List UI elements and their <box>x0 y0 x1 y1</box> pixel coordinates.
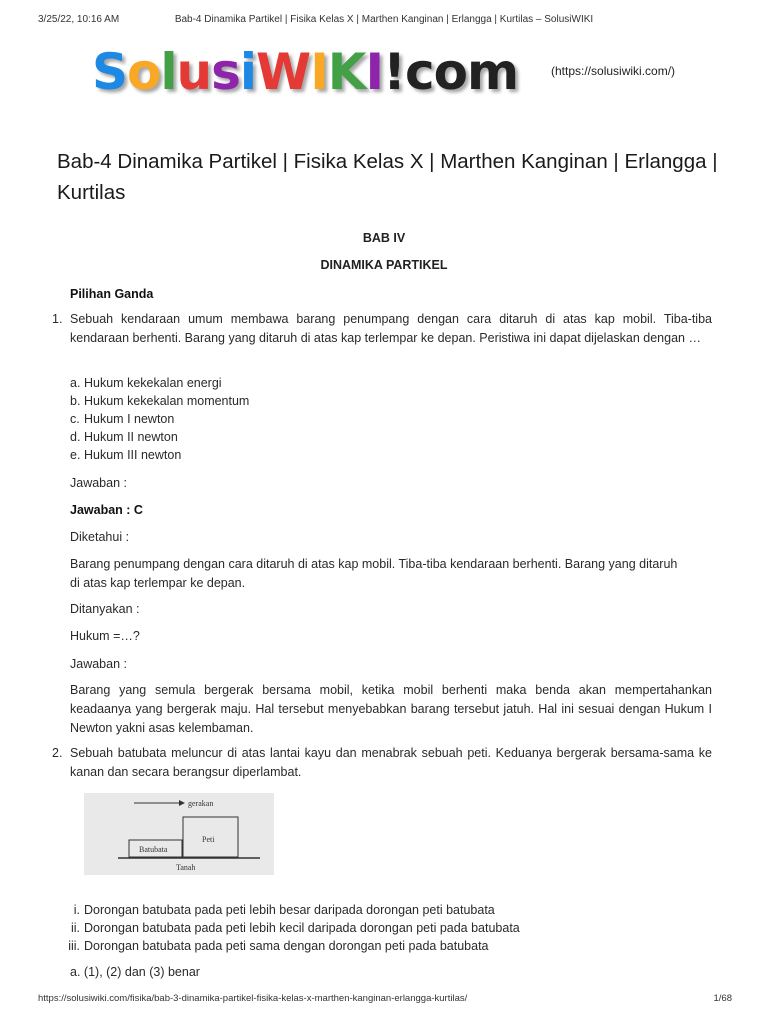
option-text: Hukum kekekalan energi <box>84 376 222 390</box>
logo-letter: I <box>310 43 328 101</box>
answer-option[interactable] <box>70 392 470 410</box>
option-mark: d. <box>70 430 81 444</box>
ditanyakan-label: Ditanyakan : <box>70 602 140 616</box>
brick-label: Batubata <box>139 845 168 854</box>
option-mark: a. <box>70 376 81 390</box>
answer-option[interactable] <box>70 374 470 392</box>
statement-text: Dorongan batubata pada peti sama dengan dorongan peti pada batubata <box>84 939 489 953</box>
answer-option[interactable] <box>70 428 470 446</box>
site-logo[interactable] <box>92 42 518 102</box>
diketahui-text: Barang penumpang dengan cara ditaruh di atas kap mobil. Tiba-tiba kendaraan berhenti. Barang yang ditaruh di atas kap terlempar ke depan. <box>70 557 678 590</box>
print-page-number: 1/68 <box>713 993 732 1004</box>
chapter-title: DINAMIKA PARTIKEL <box>320 258 448 272</box>
section-heading: Pilihan Ganda <box>70 287 154 301</box>
jawaban-label: Jawaban : <box>70 476 127 490</box>
question-number: 2. <box>52 746 63 760</box>
arrow-head <box>179 800 185 806</box>
statement-mark: ii. <box>70 921 80 935</box>
option-text: Hukum I newton <box>84 412 175 426</box>
option-text: (1), (2) dan (3) benar <box>83 965 200 979</box>
logo-letter: c <box>404 43 434 101</box>
statement-mark: iii. <box>68 939 80 953</box>
statement-text: Dorongan batubata pada peti lebih kecil daripada dorongan peti pada batubata <box>84 921 520 935</box>
article-title: Bab-4 Dinamika Partikel | Fisika Kelas X | Marthen Kanginan | Erlangga | Kurtilas <box>57 150 718 204</box>
answer-option[interactable] <box>70 446 470 464</box>
arrow-label: gerakan <box>188 799 214 808</box>
option-a[interactable] <box>70 963 200 981</box>
diketahui-label: Diketahui : <box>70 530 130 544</box>
figure-drawing <box>84 793 274 875</box>
option-mark: a. <box>70 965 81 979</box>
logo-letter: u <box>176 43 212 101</box>
question-number: 1. <box>52 312 63 326</box>
logo-letter: W <box>256 43 311 101</box>
logo-letter: m <box>466 43 519 101</box>
logo-letter: S <box>92 43 128 101</box>
answer-key: Jawaban : C <box>70 503 143 517</box>
statement-item <box>66 937 716 955</box>
ditanyakan-text: Hukum =…? <box>70 629 140 643</box>
print-footer-url: https://solusiwiki.com/fisika/bab-3-dinamika-partikel-fisika-kelas-x-marthen-kanginan-erlangga-kurtilas/ <box>38 993 468 1004</box>
logo-letter: l <box>160 43 177 101</box>
answer-option[interactable] <box>70 410 470 428</box>
logo-letter: o <box>127 43 161 101</box>
option-mark: e. <box>70 448 81 462</box>
logo-letter: i <box>239 43 257 101</box>
statement-item <box>66 919 716 937</box>
logo-letter: s <box>211 43 240 101</box>
print-datetime: 3/25/22, 10:16 AM <box>38 14 120 25</box>
logo-letter: K <box>327 43 366 101</box>
box-label: Peti <box>202 835 215 844</box>
figure-brick-box <box>84 793 274 875</box>
option-mark: c. <box>70 412 80 426</box>
logo-letter: o <box>433 43 467 101</box>
explanation-text: Barang yang semula bergerak bersama mobil, ketika mobil berhenti maka benda akan mempertahankan keadaanya yang bergerak maju. Hal tersebut menyebabkan barang tersebut jatuh. Hal ini sesuai dengan Hukum I Newton yakni asas kelembaman. <box>70 683 712 735</box>
option-text: Hukum II newton <box>84 430 178 444</box>
ground-label: Tanah <box>176 863 196 872</box>
print-page-title: Bab-4 Dinamika Partikel | Fisika Kelas X | Marthen Kanginan | Erlangga | Kurtilas – SolusiWIKI <box>174 14 594 25</box>
chapter-label: BAB IV <box>362 231 406 245</box>
statement-text: Dorongan batubata pada peti lebih besar daripada dorongan peti batubata <box>84 903 495 917</box>
option-text: Hukum III newton <box>84 448 182 462</box>
jawaban-label-2: Jawaban : <box>70 657 127 671</box>
statement-item <box>66 901 716 919</box>
question-2-text: Sebuah batubata meluncur di atas lantai kayu dan menabrak sebuah peti. Keduanya bergerak bersama-sama ke kanan dan secara berangsur diperlambat. <box>70 746 712 779</box>
statement-mark: i. <box>73 903 80 917</box>
logo-letter: ! <box>383 43 405 101</box>
option-mark: b. <box>70 394 81 408</box>
logo-letter: I <box>365 43 384 101</box>
option-text: Hukum kekekalan momentum <box>84 394 250 408</box>
question-1-text: Sebuah kendaraan umum membawa barang penumpang dengan cara ditaruh di atas kap mobil. Tiba-tiba kendaraan berhenti. Barang yang ditaruh di atas kap terlempar ke depan. Peristiwa ini dapat dijelaskan dengan … <box>70 312 712 345</box>
site-url: (https://solusiwiki.com/) <box>551 64 676 78</box>
